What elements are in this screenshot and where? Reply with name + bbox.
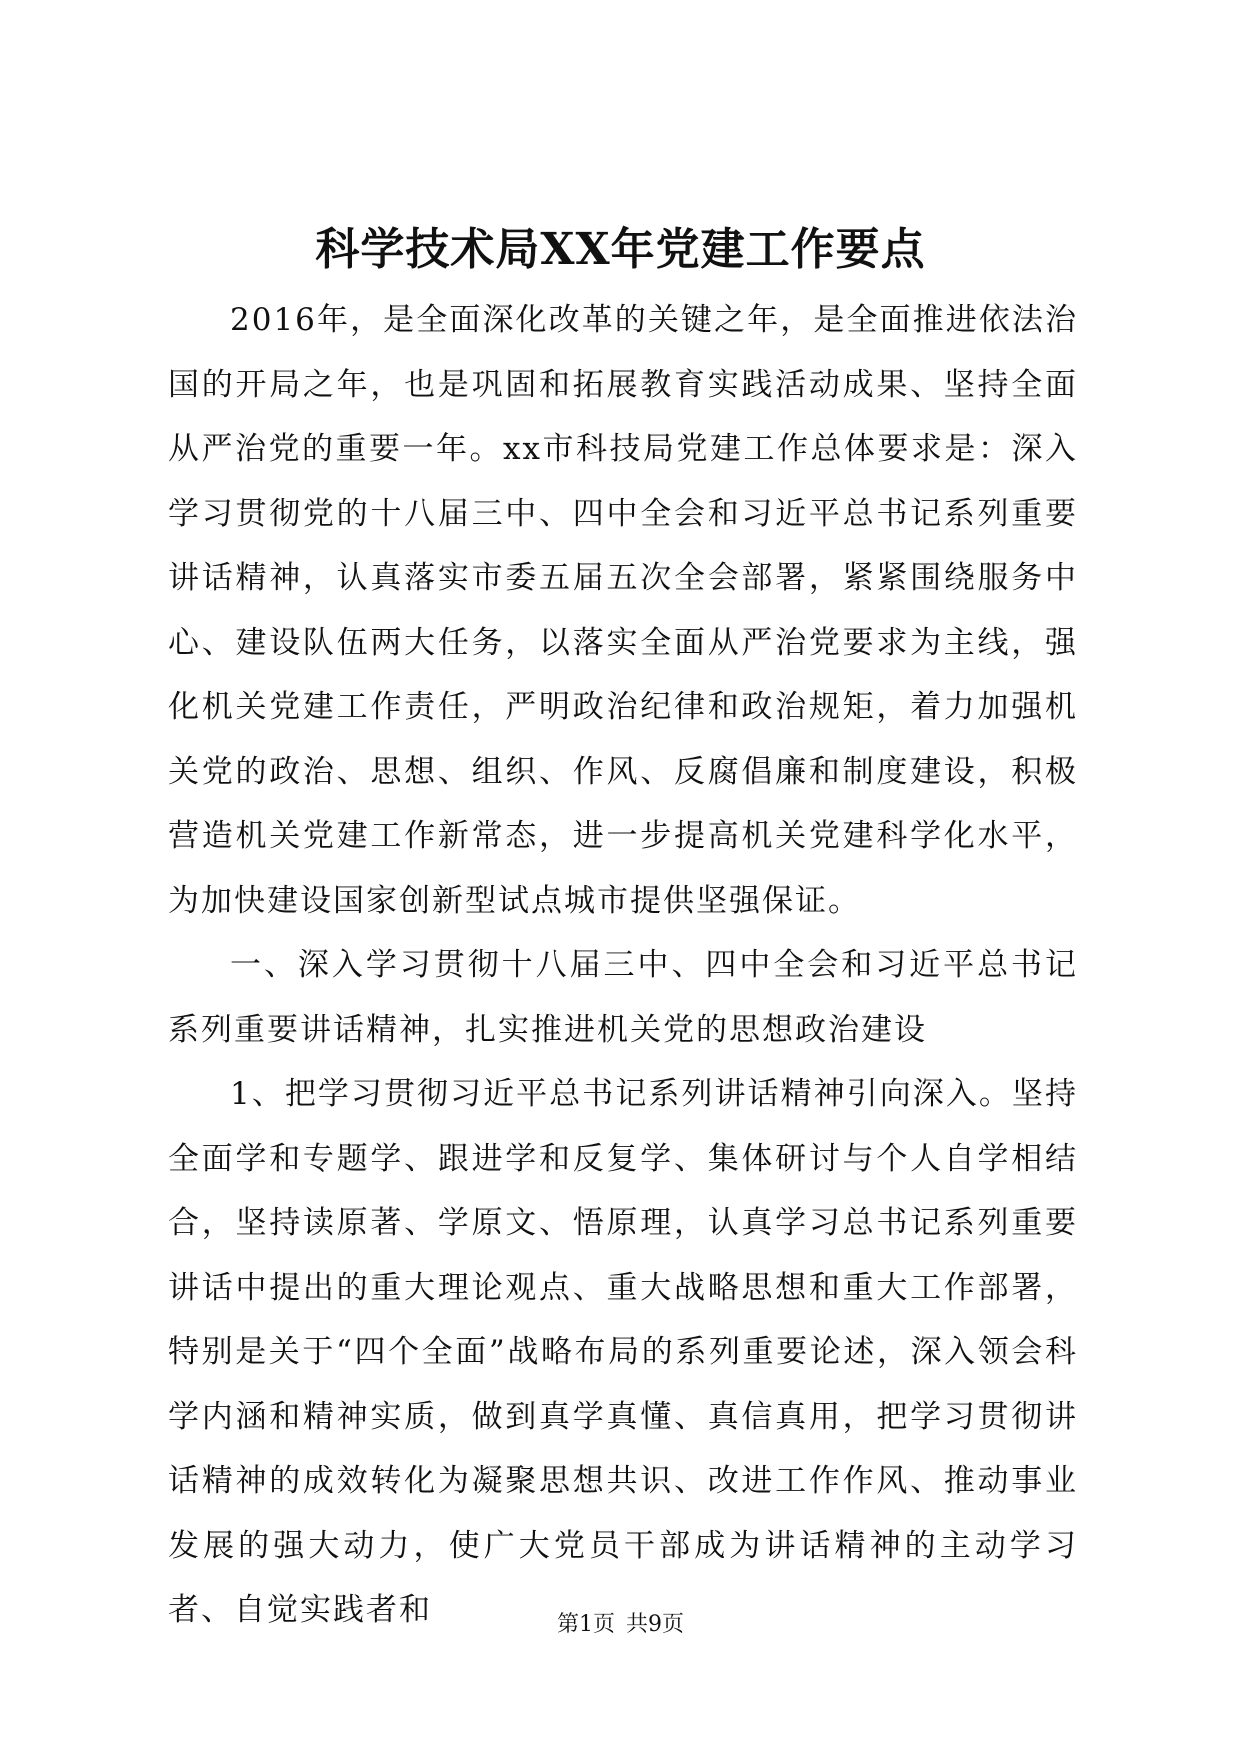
document-title: 科学技术局XX年党建工作要点 bbox=[315, 224, 926, 275]
page-footer bbox=[0, 1610, 1241, 1640]
paragraph-intro: 2016年，是全面深化改革的关键之年，是全面推进依法治国的开局之年，也是巩固和拓展教育实践活动成果、坚持全面从严治党的重要一年。xx市科技局党建工作总体要求是：深入学习贯彻党的十八届三中、四中全会和习近平总书记系列重要讲话精神，认真落实市委五届五次全会部署，紧紧围绕服务中心、建设队伍两大任务，以落实全面从严治党要求为主线，强化机关党建工作责任，严明政治纪律和政治规矩，着力加强机关党的政治、思想、组织、作风、反腐倡廉和制度建设，积极营造机关党建工作新常态，进一步提高机关党建科学化水平，为加快建设国家创新型试点城市提供坚强保证。 bbox=[168, 302, 1078, 919]
page-number: 第1页 bbox=[557, 1612, 615, 1637]
paragraph-item-1: 1、把学习贯彻习近平总书记系列讲话精神引向深入。坚持全面学和专题学、跟进学和反复学、集体研讨与个人自学相结合，坚持读原著、学原文、悟原理，认真学习总书记系列重要讲话中提出的重大理论观点、重大战略思想和重大工作部署，特别是关于“四个全面”战略布局的系列重要论述，深入领会科学内涵和精神实质，做到真学真懂、真信真用，把学习贯彻讲话精神的成效转化为凝聚思想共识、改进工作作风、推动事业发展的强大动力，使广大党员干部成为讲话精神的主动学习者、自觉实践者和 bbox=[168, 1076, 1078, 1628]
total-pages: 共9页 bbox=[626, 1612, 684, 1637]
document-body bbox=[168, 288, 1078, 1643]
paragraph-section-heading: 一、深入学习贯彻十八届三中、四中全会和习近平总书记系列重要讲话精神，扎实推进机关党的思想政治建设 bbox=[168, 947, 1078, 1048]
